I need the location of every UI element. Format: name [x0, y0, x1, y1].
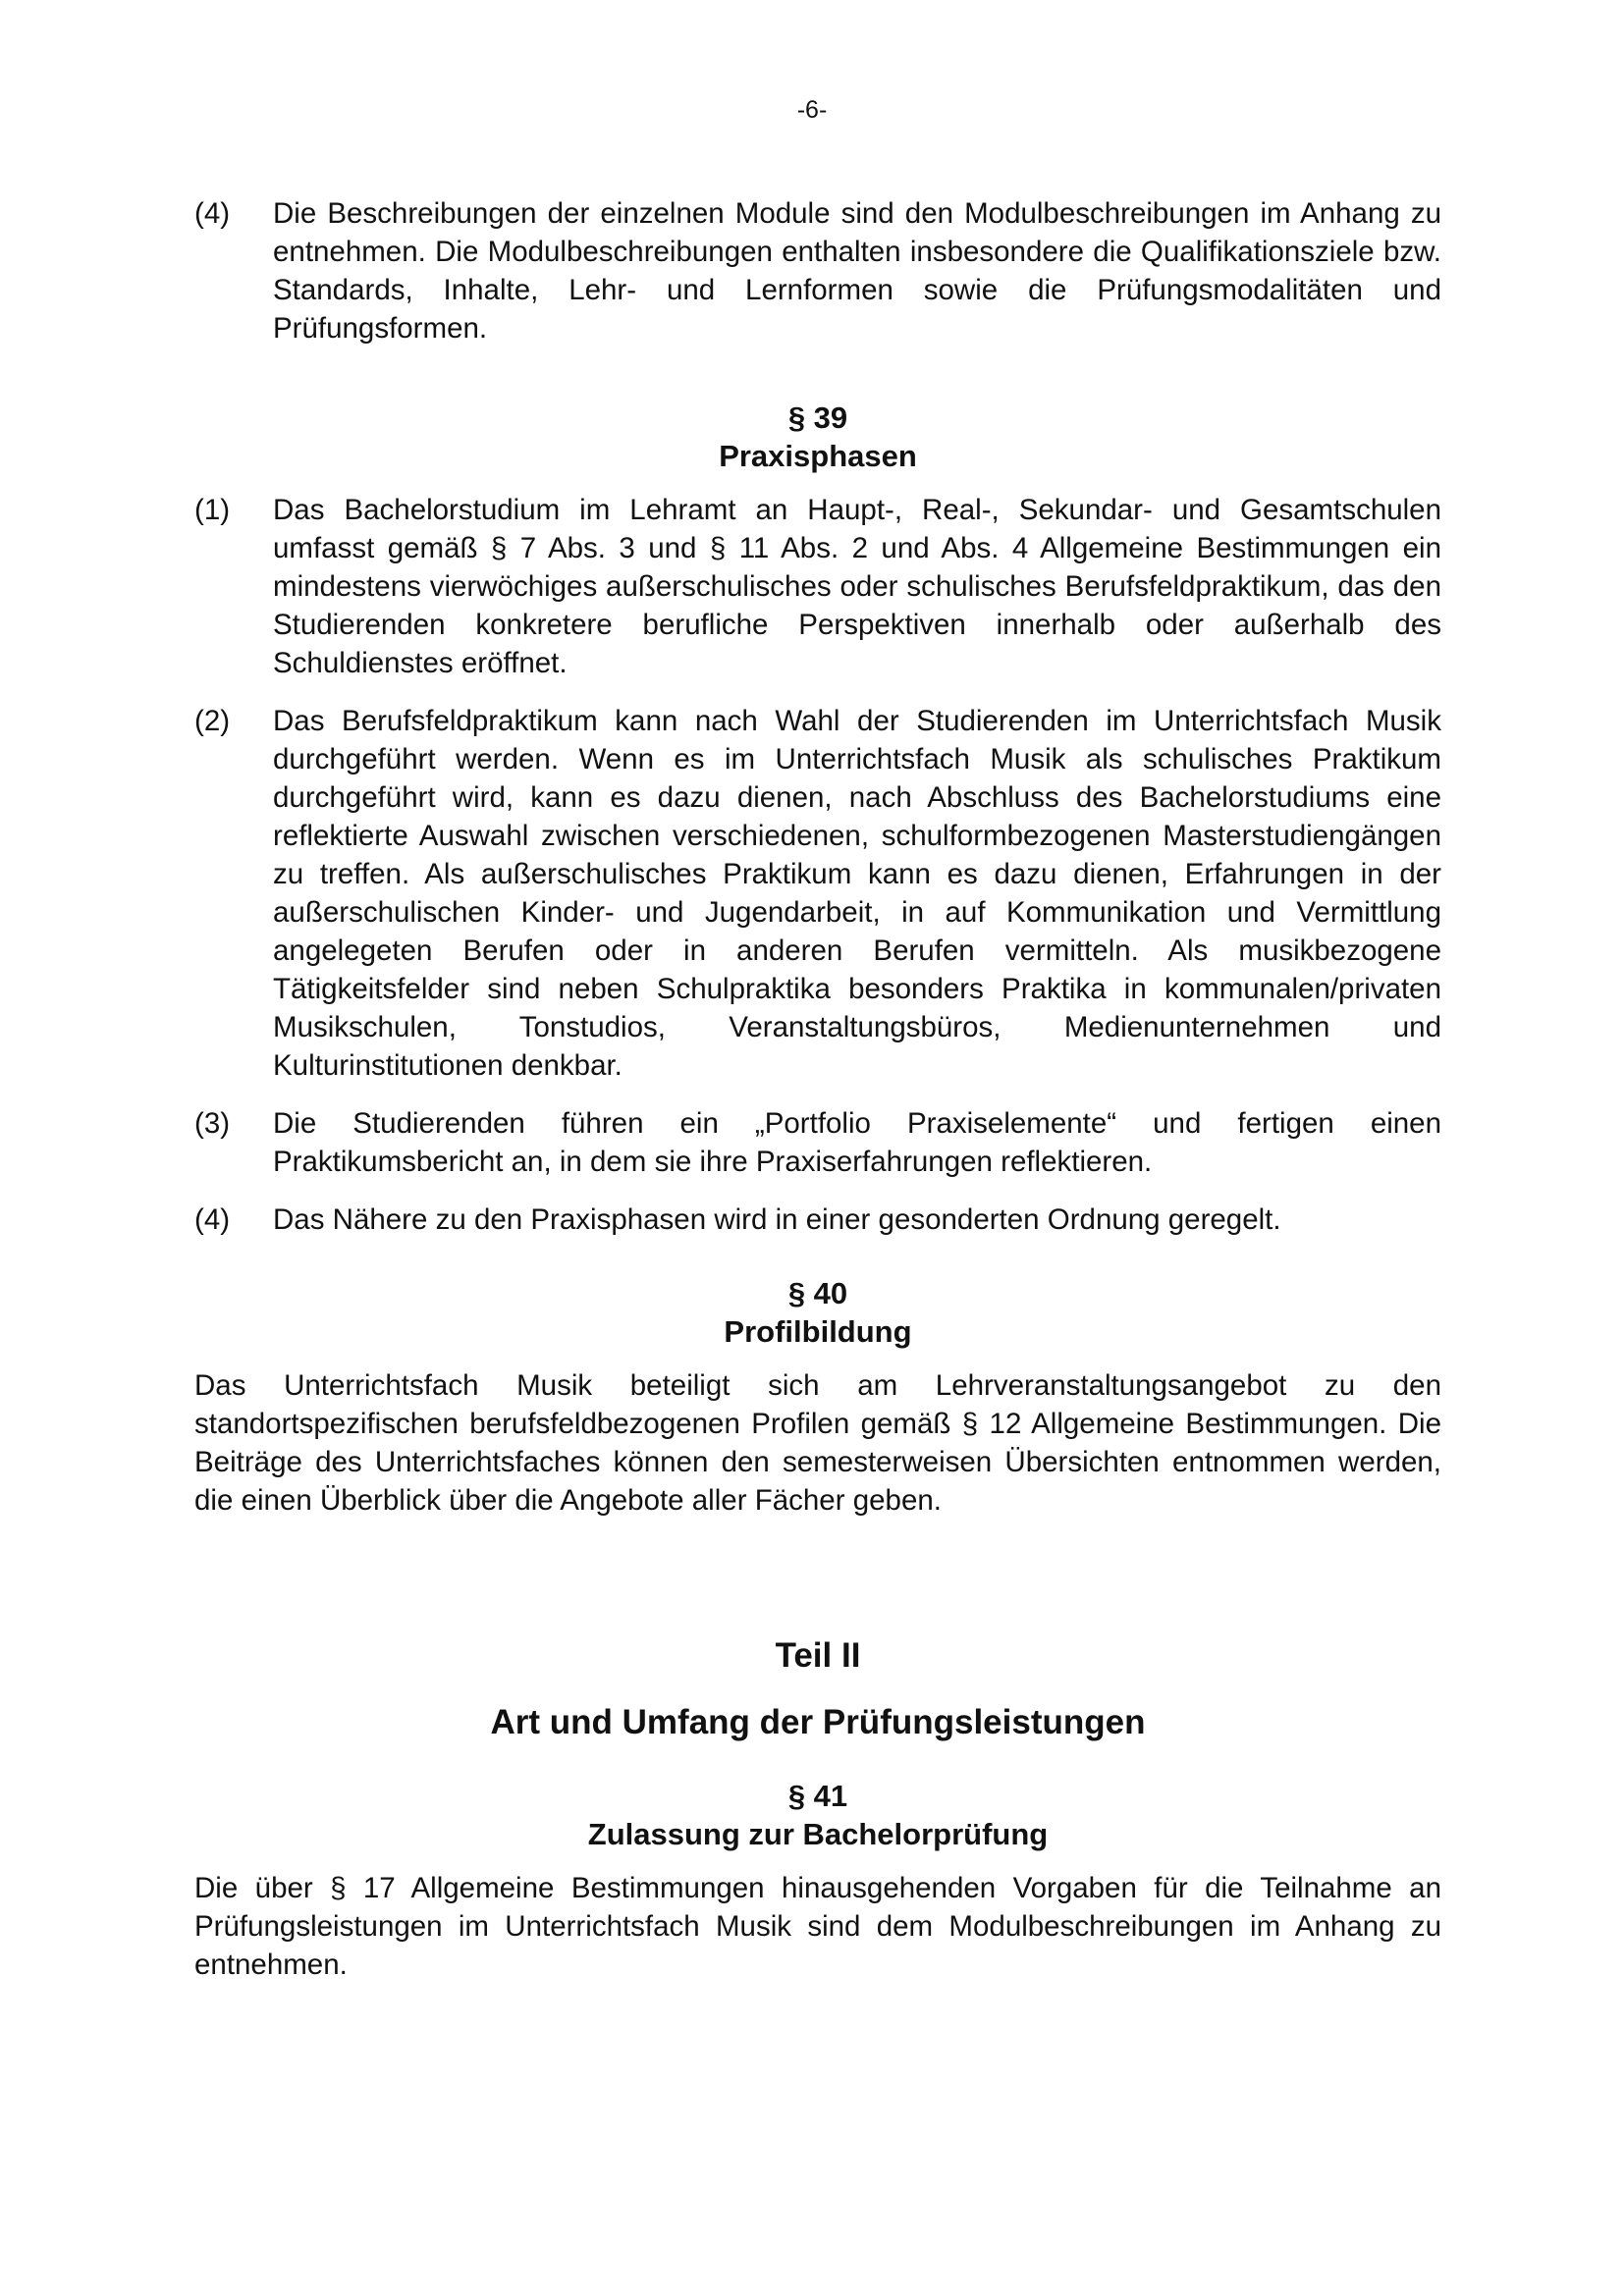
section39-title: Praxisphasen: [719, 439, 917, 473]
part2-subtitle: Art und Umfang der Prüfungsleistungen: [490, 1703, 1146, 1741]
page-number: -6-: [796, 96, 828, 124]
section40-title: Profilbildung: [724, 1314, 912, 1349]
section41-heading: [194, 1777, 1441, 1853]
section39-item-4: [194, 1201, 1441, 1239]
item-number: (4): [194, 1203, 231, 1236]
item-text: Die Beschreibungen der einzelnen Module sind den Modulbeschreibungen im Anhang zu entnehmen. Die Modulbeschreibungen enthalten insbesondere die Qualifikationsziele bzw. Standards, Inhalte, Lehr- und Lernformen sowie die Prüfungsmodalitäten und Prüfungsformen.: [273, 197, 1441, 345]
item-number: (1): [194, 494, 231, 526]
section41-number: § 41: [787, 1779, 848, 1813]
section40-number: § 40: [787, 1276, 848, 1310]
item-text: Die Studierenden führen ein „Portfolio Praxiselemente“ und fertigen einen Praktikumsbericht an, in dem sie ihre Praxiserfahrungen reflektieren.: [273, 1107, 1441, 1178]
section39-item-2: [194, 702, 1441, 1085]
section39-item-3: [194, 1104, 1441, 1181]
page-content: [194, 194, 1441, 1984]
item-text: Das Bachelorstudium im Lehramt an Haupt-, Real-, Sekundar- und Gesamtschulen umfasst gemäß § 7 Abs. 3 und § 11 Abs. 2 und Abs. 4 Allgemeine Bestimmungen ein mindestens vierwöchiges außerschulisches oder schulisches Berufsfeldpraktikum, das den Studierenden konkretere berufliche Perspektiven innerhalb oder außerhalb des Schuldienstes eröffnet.: [273, 494, 1441, 679]
item-number: (2): [194, 705, 231, 737]
item-text: Das Berufsfeldpraktikum kann nach Wahl der Studierenden im Unterrichtsfach Musik durchgeführt werden. Wenn es im Unterrichtsfach Musik als schulisches Praktikum durchgeführt wird, kann es dazu dienen, nach Abschluss des Bachelorstudiums eine reflektierte Auswahl zwischen verschiedenen, schulformbezogenen Masterstudiengängen zu treffen. Als außerschulisches Praktikum kann es dazu dienen, Erfahrungen in der außerschulischen Kinder- und Jugendarbeit, in auf Kommunikation und Vermittlung angelegeten Berufen oder in anderen Berufen vermitteln. Als musikbezogene Tätigkeitsfelder sind neben Schulpraktika besonders Praktika in kommunalen/privaten Musikschulen, Tonstudios, Veranstaltungsbüros, Medienunternehmen und Kulturinstitutionen denkbar.: [273, 705, 1441, 1082]
section39-number: § 39: [787, 400, 848, 435]
section41-text: Die über § 17 Allgemeine Bestimmungen hinausgehenden Vorgaben für die Teilnahme an Prüfungsleistungen im Unterrichtsfach Musik sind dem Modulbeschreibungen im Anhang zu entnehmen.: [194, 1872, 1441, 1981]
part2-title: Teil II: [775, 1636, 861, 1675]
item-number: (4): [194, 197, 231, 230]
section40-text: Das Unterrichtsfach Musik beteiligt sich am Lehrveranstaltungsangebot zu den standortspezifischen berufsfeldbezogenen Profilen gemäß § 12 Allgemeine Bestimmungen. Die Beiträge des Unterrichtsfaches können den semesterweisen Übersichten entnommen werden, die einen Überblick über die Angebote aller Fächer geben.: [194, 1369, 1441, 1517]
part2-heading: [194, 1635, 1441, 1743]
section40-heading: [194, 1274, 1441, 1351]
section41-title: Zulassung zur Bachelorprüfung: [587, 1817, 1049, 1851]
item-text: Das Nähere zu den Praxisphasen wird in einer gesonderten Ordnung geregelt.: [273, 1203, 1281, 1236]
item-number: (3): [194, 1107, 231, 1140]
section38-item-4: [194, 194, 1441, 347]
section39-item-1: [194, 491, 1441, 682]
section39-heading: [194, 399, 1441, 475]
